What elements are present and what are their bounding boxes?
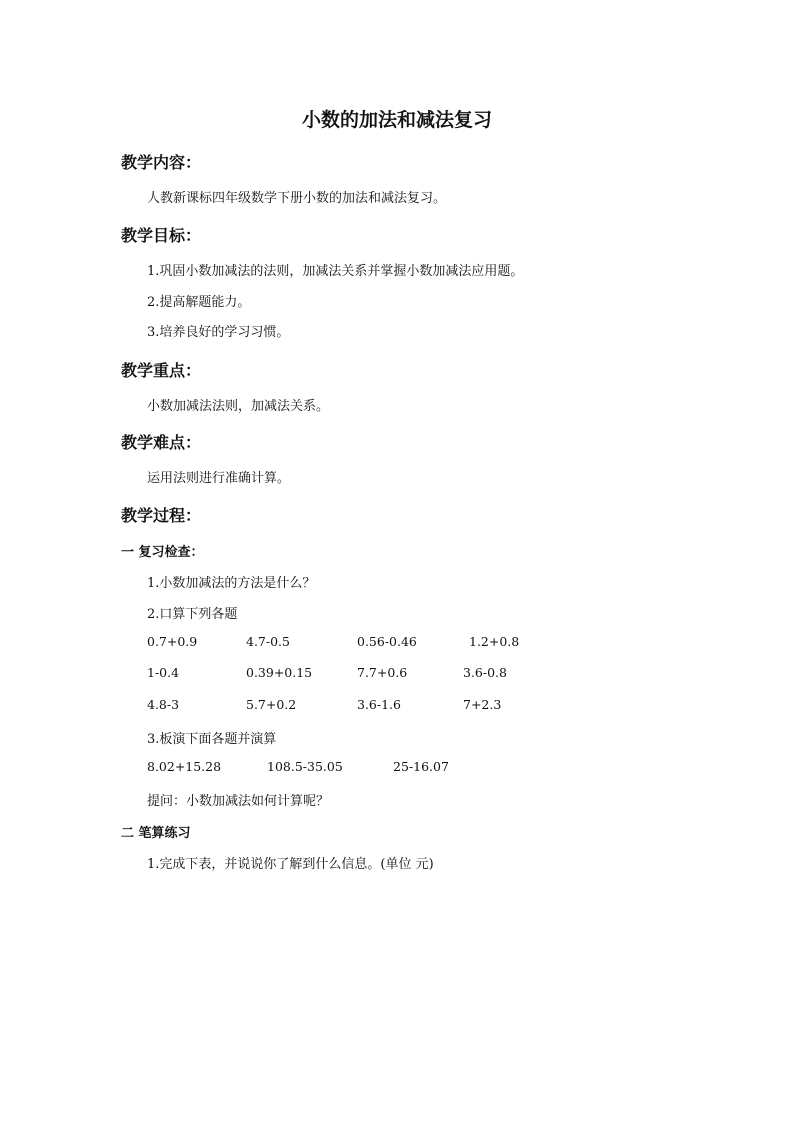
math-item: 7+2.3	[463, 697, 502, 712]
math-item: 7.7+0.6	[357, 665, 408, 680]
document-title: 小数的加法和减法复习	[301, 109, 492, 131]
math-item: 4.7-0.5	[246, 634, 290, 649]
math-item: 1-0.4	[147, 665, 180, 680]
section-heading-content: 教学内容：	[121, 153, 202, 172]
part1-question-2: 2.口算下列各题	[147, 607, 238, 622]
board-problem: 25-16.07	[393, 759, 449, 774]
part1-heading: 一 复习检查：	[121, 545, 204, 560]
board-problem: 108.5-35.05	[267, 759, 343, 774]
part1-prompt-question: 提问：小数加减法如何计算呢？	[147, 794, 330, 809]
part1-question-1: 1.小数加减法的方法是什么？	[147, 576, 316, 591]
content-text: 人教新课标四年级数学下册小数的加法和减法复习。	[147, 191, 447, 206]
math-item: 3.6-0.8	[463, 665, 507, 680]
section-heading-objectives: 教学目标：	[121, 226, 202, 245]
math-item: 4.8-3	[147, 697, 180, 712]
difficulties-text: 运用法则进行准确计算。	[147, 471, 291, 486]
math-item: 5.7+0.2	[246, 697, 297, 712]
board-problems-row	[0, 759, 794, 779]
mental-math-row	[0, 697, 794, 717]
objective-3: 3.培养良好的学习习惯。	[147, 325, 290, 340]
math-item: 1.2+0.8	[469, 634, 520, 649]
math-item: 0.56-0.46	[357, 634, 417, 649]
section-heading-key-points: 教学重点：	[121, 361, 202, 380]
mental-math-row	[0, 634, 794, 654]
section-heading-process: 教学过程：	[121, 506, 202, 525]
part2-question-1: 1.完成下表，并说说你了解到什么信息。(单位 元)	[147, 857, 434, 872]
math-item: 3.6-1.6	[357, 697, 401, 712]
part1-question-3: 3.板演下面各题并演算	[147, 732, 277, 747]
objective-1: 1.巩固小数加减法的法则，加减法关系并掌握小数加减法应用题。	[147, 264, 524, 279]
section-heading-difficulties: 教学难点：	[121, 433, 202, 452]
key-points-text: 小数加减法法则，加减法关系。	[147, 399, 330, 414]
math-item: 0.7+0.9	[147, 634, 198, 649]
part2-heading: 二 笔算练习	[121, 826, 191, 841]
mental-math-row	[0, 665, 794, 685]
math-item: 0.39+0.15	[246, 665, 313, 680]
objective-2: 2.提高解题能力。	[147, 295, 251, 310]
board-problem: 8.02+15.28	[147, 759, 222, 774]
